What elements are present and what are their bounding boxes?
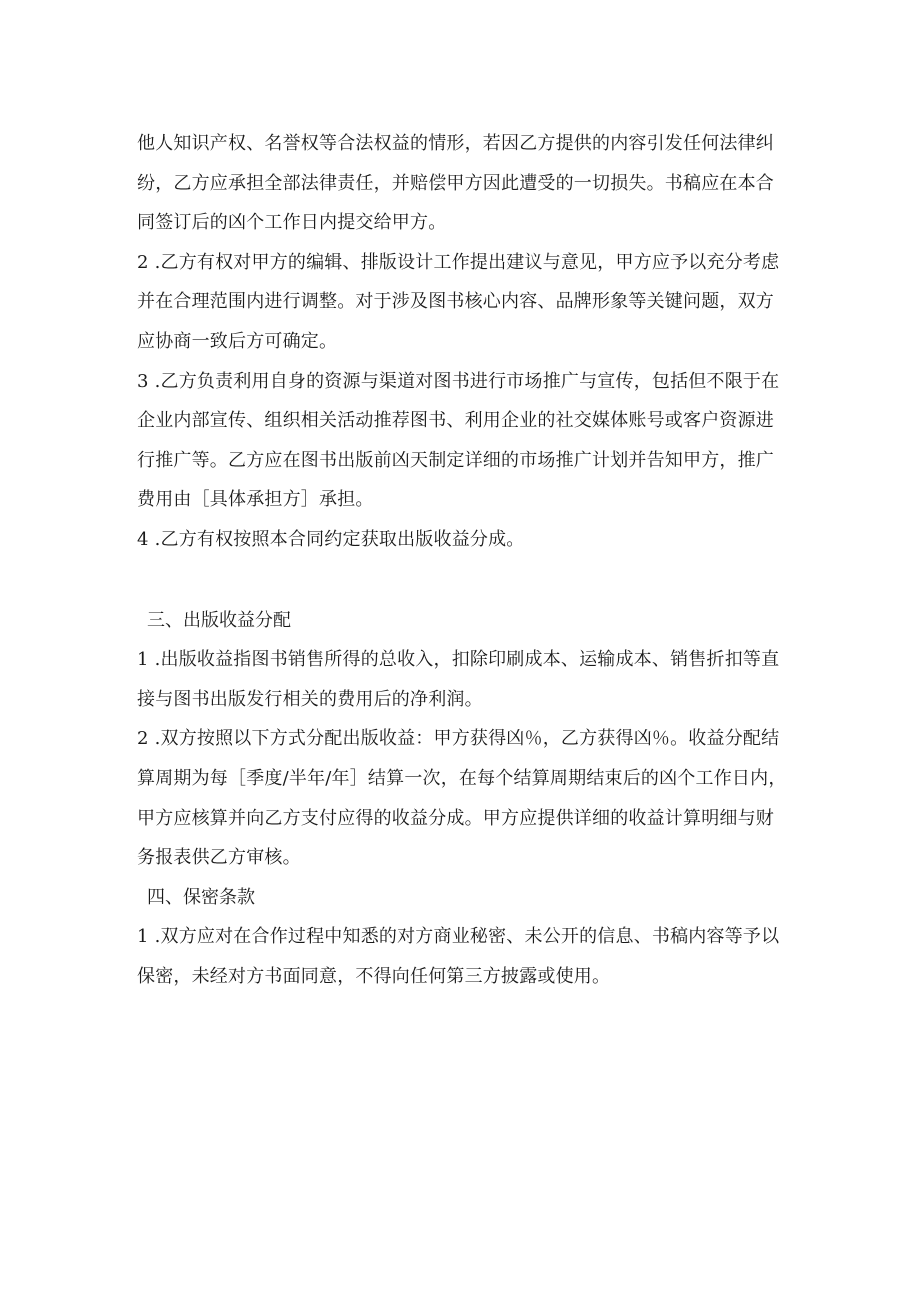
paragraph-clause-4-revenue-share: 4 .乙方有权按照本合同约定获取出版收益分成。 — [137, 528, 525, 550]
paragraph-clause-3-marketing: 3 .乙方负责利用自身的资源与渠道对图书进行市场推广与宣传，包括但不限于在企业内部宣传、组织相关活动推荐图书、利用企业的社交媒体账号或客户资源进行推广等。乙方应在图书出版前凶天制定详细的市场推广计划并告知甲方，推广费用由［具体承担方］承担。 — [137, 370, 780, 511]
paragraph-clause-2-editing-suggestions: 2 .乙方有权对甲方的编辑、排版设计工作提出建议与意见，甲方应予以充分考虑并在合理范围内进行调整。对于涉及图书核心内容、品牌形象等关键问题，双方应协商一致后方可确定。 — [137, 251, 780, 352]
section-heading-confidentiality: 四、保密条款 — [147, 886, 255, 908]
paragraph-revenue-split: 2 .双方按照以下方式分配出版收益：甲方获得凶％，乙方获得凶％。收益分配结算周期为每［季度/半年/年］结算一次，在每个结算周期结束后的凶个工作日内，甲方应核算并向乙方支付应得的收益分成。甲方应提供详细的收益计算明细与财务报表供乙方审核。 — [137, 728, 787, 869]
paragraph-confidentiality-obligation: 1 .双方应对在合作过程中知悉的对方商业秘密、未公开的信息、书稿内容等予以保密，未经对方书面同意，不得向任何第三方披露或使用。 — [137, 926, 780, 987]
paragraph-revenue-definition: 1 .出版收益指图书销售所得的总收入，扣除印刷成本、运输成本、销售折扣等直接与图书出版发行相关的费用后的净利润。 — [137, 649, 780, 710]
section-spacer — [137, 560, 787, 601]
paragraph-infringement-liability: 他人知识产权、名誉权等合法权益的情形，若因乙方提供的内容引发任何法律纠纷，乙方应承担全部法律责任，并赔偿甲方因此遭受的一切损失。书稿应在本合同签订后的凶个工作日内提交给甲方。 — [137, 133, 774, 234]
section-heading-revenue-distribution: 三、出版收益分配 — [147, 609, 291, 631]
document-body — [137, 124, 787, 996]
